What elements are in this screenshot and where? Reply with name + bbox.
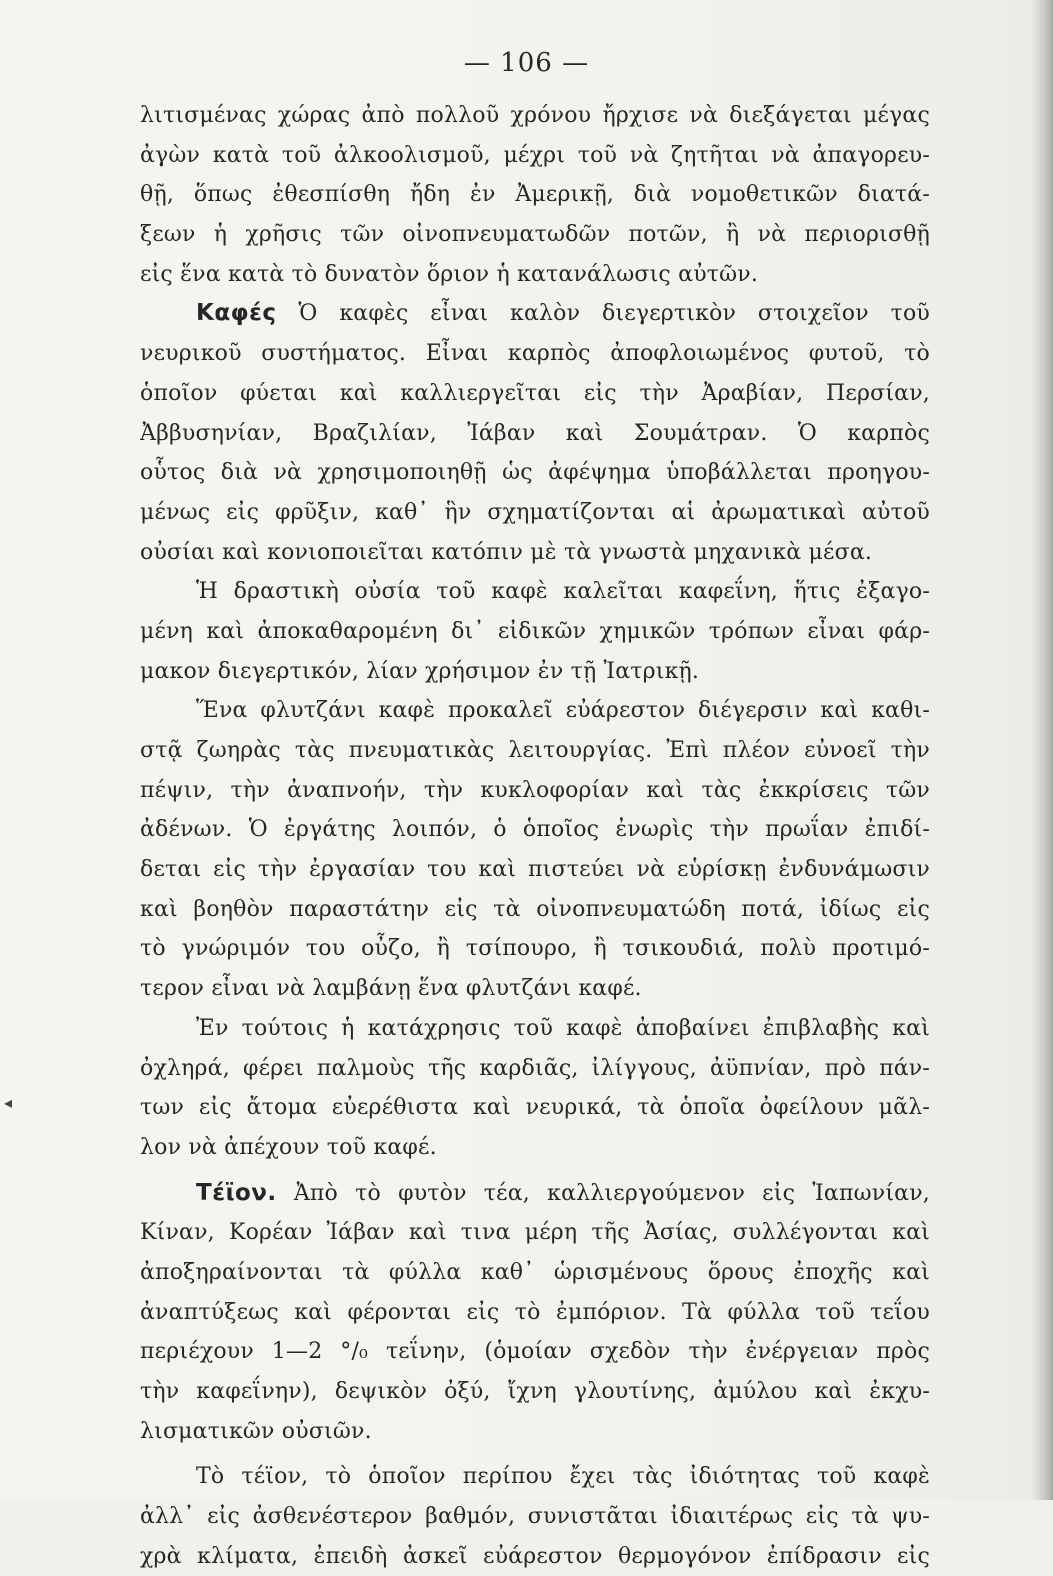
text-line: στᾷ ζωηρὰς τὰς πνευματικὰς λειτουργίας. Ἐπὶ πλέον εὐνοεῖ τὴν [140, 738, 930, 763]
text-line: δεται εἰς τὴν ἐργασίαν του καὶ πιστεύει νὰ εὑρίσκῃ ἐνδυνάμωσιν [140, 857, 930, 883]
text-line: Ἕνα φλυτζάνι καφὲ προκαλεῖ εὐάρεστον διέγερσιν καὶ καθι- [196, 698, 930, 724]
text-line: ἀλλ᾽ εἰς ἀσθενέστερον βαθμόν, συνιστᾶται ἰδιαιτέρως εἰς τὰ ψυ- [140, 1504, 930, 1530]
text-line: Τὸ τέϊον, τὸ ὁποῖον περίπου ἔχει τὰς ἰδιότητας τοῦ καφὲ [196, 1464, 930, 1490]
text-line: οὐσίαι καὶ κονιοποιεῖται κατόπιν μὲ τὰ γνωστὰ μηχανικὰ μέσα. [140, 539, 873, 565]
text-line: Ἐν τούτοις ἡ κατάχρησις τοῦ καφὲ ἀποβαίνει ἐπιβλαβὴς καὶ [196, 1015, 930, 1041]
text-line: οὗτος διὰ νὰ χρησιμοποιηθῇ ὡς ἀφέψημα ὑποβάλλεται προηγου- [140, 460, 930, 486]
text-line: ἀποξηραίνονται τὰ φύλλα καθ᾽ ὡρισμένους ὅρους ἐποχῆς καὶ [140, 1259, 930, 1285]
paragraph-coffee-abuse [140, 1009, 930, 1168]
page-edge-shadow [1031, 0, 1053, 1500]
text-line [140, 294, 930, 334]
paragraph-alcoholism [140, 96, 930, 294]
text-line: των εἰς ἄτομα εὐερέθιστα καὶ νευρικά, τὰ ὁποῖα ὀφείλουν μᾶλ- [140, 1095, 930, 1121]
text-line: καὶ βοηθὸν παραστάτην εἰς τὰ οἰνοπνευματώδη ποτά, ἰδίως εἰς [140, 896, 930, 922]
text-line: χρὰ κλίματα, ἐπειδὴ ἀσκεῖ εὐάρεστον θερμογόνον ἐπίδρασιν εἰς [140, 1543, 930, 1569]
text-line: ἀναπτύξεως καὶ φέρονται εἰς τὸ ἐμπόριον. Τὰ φύλλα τοῦ τεΐου [140, 1299, 930, 1325]
text-run: Ὁ καφὲς εἶναι καλὸν διεγερτικὸν στοιχεῖον τοῦ [298, 301, 930, 327]
paragraph-tea [140, 1174, 930, 1452]
section-heading-coffee: Καφές [196, 300, 277, 327]
paragraph-caffeine [140, 572, 930, 691]
text-line: μακον διεγερτικόν, λίαν χρήσιμον ἐν τῇ Ἰατρικῇ. [140, 658, 700, 684]
text-line: πέψιν, τὴν ἀναπνοήν, τὴν κυκλοφορίαν καὶ τὰς ἐκκρίσεις τῶν [140, 777, 930, 803]
text-line: ὁποῖον φύεται καὶ καλλιεργεῖται εἰς τὴν Ἀραβίαν, Περσίαν, [140, 380, 930, 406]
text-line: ἀγὼν κατὰ τοῦ ἀλκοολισμοῦ, μέχρι τοῦ νὰ ζητῆται νὰ ἀπαγορευ- [140, 142, 930, 168]
text-line: μένως εἰς φρῦξιν, καθ᾽ ἣν σχηματίζονται αἱ ἀρωματικαὶ αὐτοῦ [140, 499, 930, 525]
text-line: εἰς ἕνα κατὰ τὸ δυνατὸν ὅριον ἡ κατανάλωσις αὐτῶν. [140, 261, 759, 287]
text-line: μένη καὶ ἀποκαθαρομένη δι᾽ εἰδικῶν χημικῶν τρόπων εἶναι φάρ- [140, 618, 930, 644]
paragraph-tea-properties [140, 1457, 930, 1576]
page-number: — 106 — [463, 48, 590, 78]
text-line: τερον εἶναι νὰ λαμβάνῃ ἕνα φλυτζάνι καφέ. [140, 976, 642, 1002]
text-line: τὴν καφεΐνην), δεψικὸν ὀξύ, ἴχνη γλουτίνης, ἀμύλου καὶ ἐκχυ- [140, 1379, 930, 1404]
text-line: ἀδένων. Ὁ ἐργάτης λοιπόν, ὁ ὁποῖος ἐνωρὶς τὴν πρωΐαν ἐπιδί- [140, 817, 930, 843]
text-line [140, 1174, 930, 1214]
text-line: νευρικοῦ συστήματος. Εἶναι καρπὸς ἀποφλοιωμένος φυτοῦ, τὸ [140, 341, 930, 367]
text-line: λιτισμένας χώρας ἀπὸ πολλοῦ χρόνου ἤρχισε νὰ διεξάγεται μέγας [140, 103, 930, 128]
page-body [140, 96, 930, 1576]
text-line: ὀχληρά, φέρει παλμοὺς τῆς καρδιᾶς, ἰλίγγους, ἀϋπνίαν, πρὸ πάν- [140, 1055, 930, 1081]
text-line: περιέχουν 1—2 °/₀ τεΐνην, (ὁμοίαν σχεδὸν τὴν ἐνέργειαν πρὸς [140, 1339, 930, 1365]
section-heading-tea: Τέϊον. [196, 1179, 277, 1206]
text-line: Ἀββυσηνίαν, Βραζιλίαν, Ἰάβαν καὶ Σουμάτραν. Ὁ καρπὸς [140, 420, 930, 446]
text-line: Κίναν, Κορέαν Ἰάβαν καὶ τινα μέρη τῆς Ἀσίας, συλλέγονται καὶ [140, 1220, 930, 1246]
paragraph-cup-of-coffee [140, 691, 930, 1009]
text-run: Ἀπὸ τὸ φυτὸν τέα, καλλιεργούμενον εἰς Ἰαπωνίαν, [293, 1180, 930, 1206]
text-line: ξεων ἡ χρῆσις τῶν οἰνοπνευματωδῶν ποτῶν, ἢ νὰ περιορισθῇ [140, 222, 930, 248]
margin-mark: ◂ [4, 1093, 13, 1112]
text-line: τὸ γνώριμόν του οὖζο, ἢ τσίπουρο, ἢ τσικουδιά, πολὺ προτιμό- [140, 936, 930, 962]
text-line: Ἡ δραστικὴ οὐσία τοῦ καφὲ καλεῖται καφεΐνη, ἥτις ἐξαγο- [196, 579, 930, 605]
text-line: λον νὰ ἀπέχουν τοῦ καφέ. [140, 1134, 437, 1160]
text-line: θῇ, ὅπως ἐθεσπίσθη ἤδη ἐν Ἀμερικῇ, διὰ νομοθετικῶν διατά- [140, 182, 930, 208]
text-line: λισματικῶν οὐσιῶν. [140, 1418, 372, 1444]
paragraph-coffee [140, 294, 930, 572]
